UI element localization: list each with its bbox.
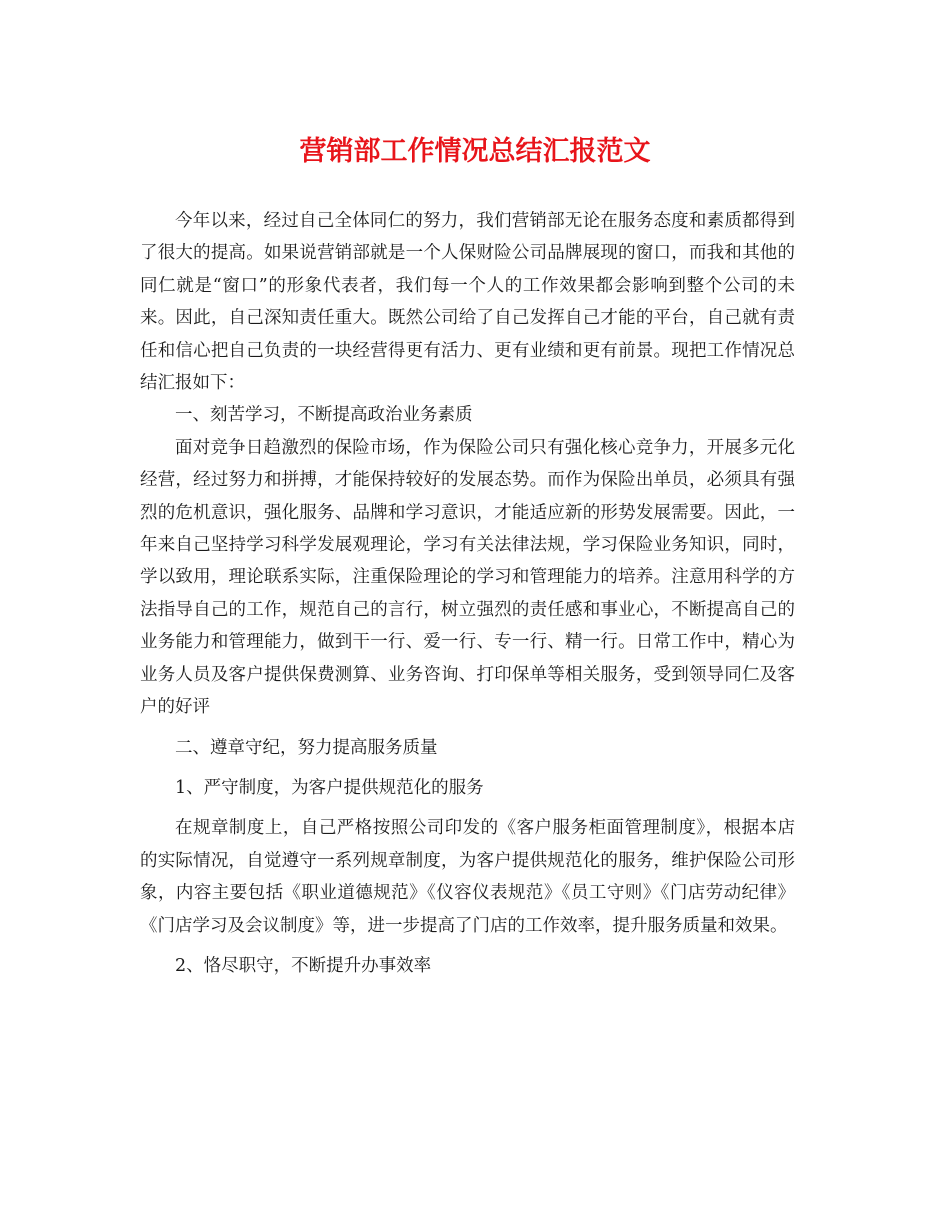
subsection-1-paragraph: 在规章制度上，自己严格按照公司印发的《客户服务柜面管理制度》，根据本店的实际情况，自觉遵守一系列规章制度，为客户提供规范化的服务，维护保险公司形象，内容主要包括《职业道德规范》《仪容仪表规范》《员工守则》《门店劳动纪律》《门店学习及会议制度》等，进一步提高了门店的工作效率，提升服务质量和效果。 — [140, 818, 795, 936]
section-heading-1: 一、刻苦学习，不断提高政治业务素质 — [175, 405, 473, 426]
document-title: 营销部工作情况总结汇报范文 — [299, 136, 651, 167]
section-1-paragraph: 面对竞争日趋激烈的保险市场，作为保险公司只有强化核心竞争力，开展多元化经营，经过努力和拼搏，才能保持较好的发展态势。而作为保险出单员，必须具有强烈的危机意识，强化服务、品牌和学习意识，才能适应新的形势发展需要。因此，一年来自己坚持学习科学发展观理论，学习有关法律法规，学习保险业务知识，同时，学以致用，理论联系实际，注重保险理论的学习和管理能力的培养。注意用科学的方法指导自己的工作，规范自己的言行，树立强烈的责任感和事业心，不断提高自己的业务能力和管理能力，做到干一行、爱一行、专一行、精一行。日常工作中，精心为业务人员及客户提供保费测算、业务咨询、打印保单等相关服务，受到领导同仁及客户的好评 — [140, 437, 795, 718]
intro-paragraph: 今年以来，经过自己全体同仁的努力，我们营销部无论在服务态度和素质都得到了很大的提高。如果说营销部就是一个人保财险公司品牌展现的窗口，而我和其他的同仁就是“窗口”的形象代表者，我们每一个人的工作效果都会影响到整个公司的未来。因此，自己深知责任重大。既然公司给了自己发挥自己才能的平台，自己就有责任和信心把自己负责的一块经营得更有活力、更有业绩和更有前景。现把工作情况总结汇报如下： — [140, 211, 795, 394]
subsection-heading-1: 1、严守制度，为客户提供规范化的服务 — [175, 777, 484, 798]
section-heading-2: 二、遵章守纪，努力提高服务质量 — [175, 737, 438, 758]
subsection-heading-2: 2、恪尽职守，不断提升办事效率 — [175, 955, 432, 976]
document-body — [140, 205, 795, 982]
